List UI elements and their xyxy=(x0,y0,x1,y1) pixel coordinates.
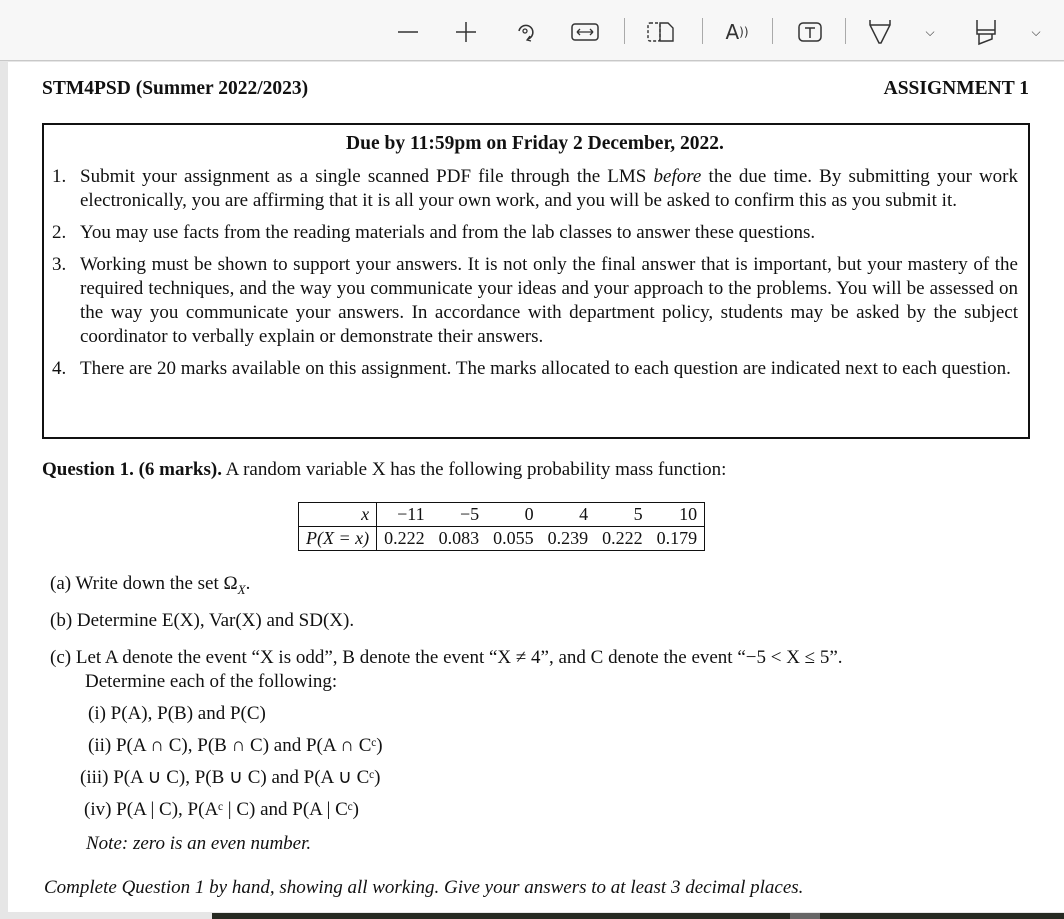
assignment-title: ASSIGNMENT 1 xyxy=(883,78,1029,99)
read-aloud-icon[interactable]: A )) xyxy=(725,20,749,44)
x-value: −11 xyxy=(377,503,432,527)
item-number: 1. xyxy=(52,166,67,187)
divider xyxy=(702,18,703,44)
x-value: −5 xyxy=(432,503,487,527)
taskbar-strip xyxy=(212,913,1064,919)
course-title: STM4PSD (Summer 2022/2023) xyxy=(42,78,309,99)
emphasis: before xyxy=(653,166,702,187)
p-value: 0.179 xyxy=(650,527,705,551)
divider xyxy=(845,18,846,44)
part-b: (b) Determine E(X), Var(X) and SD(X). xyxy=(50,610,355,631)
part-c: (c) Let A denote the event “X is odd”, B denote the event “X ≠ 4”, and C denote the event “−5 < X ≤ 5”. xyxy=(50,647,843,668)
text: (a) Write down the set Ω xyxy=(50,573,238,594)
part-c-i: (i) P(A), P(B) and P(C) xyxy=(88,703,266,724)
x-header: x xyxy=(299,503,377,527)
rotate-icon[interactable] xyxy=(512,18,538,46)
divider xyxy=(772,18,773,44)
x-value: 5 xyxy=(595,503,650,527)
pdf-toolbar xyxy=(0,0,1064,61)
instruction-item xyxy=(52,357,1018,381)
instruction-item xyxy=(52,165,1018,213)
footer-instruction: Complete Question 1 by hand, showing all working. Give your answers to at least 3 decimal places. xyxy=(44,877,804,898)
instruction-item xyxy=(52,221,1018,245)
item-number: 4. xyxy=(52,358,67,379)
pmf-table xyxy=(298,502,705,551)
instructions-box xyxy=(42,123,1030,439)
highlight-icon[interactable] xyxy=(972,18,1000,46)
x-value: 10 xyxy=(650,503,705,527)
item-number: 2. xyxy=(52,222,67,243)
subscript: X xyxy=(237,581,246,597)
table-row xyxy=(299,503,705,527)
pdf-page xyxy=(8,62,1064,912)
zoom-in-button[interactable] xyxy=(454,18,478,46)
item-number: 3. xyxy=(52,254,67,275)
p-value: 0.222 xyxy=(595,527,650,551)
instruction-item xyxy=(52,253,1018,349)
x-value: 0 xyxy=(486,503,541,527)
zoom-out-button[interactable] xyxy=(396,18,420,46)
item-text: There are 20 marks available on this assignment. The marks allocated to each question are indicated next to each question. xyxy=(80,358,1011,379)
question-text: A random variable X has the following probability mass function: xyxy=(221,459,727,480)
p-header: P(X = x) xyxy=(299,527,377,551)
fit-width-icon[interactable] xyxy=(570,18,600,46)
text: Submit your assignment as a single scanned PDF file through the LMS xyxy=(80,166,654,187)
draw-icon[interactable] xyxy=(866,18,894,46)
part-c-ii: (ii) P(A ∩ C), P(B ∩ C) and P(A ∩ Cᶜ) xyxy=(88,735,383,756)
p-value: 0.083 xyxy=(432,527,487,551)
question-label: Question 1. (6 marks). xyxy=(42,459,222,480)
text: the due time. By submitting your work electronically, you are affirming that it is all your own work, and you will be asked to confirm this as you submit it. xyxy=(80,166,1018,211)
question-heading xyxy=(42,459,726,481)
x-value: 4 xyxy=(541,503,596,527)
p-value: 0.239 xyxy=(541,527,596,551)
page-view-icon[interactable] xyxy=(646,18,676,46)
text-icon[interactable] xyxy=(795,18,825,46)
p-value: 0.222 xyxy=(377,527,432,551)
due-date: Due by 11:59pm on Friday 2 December, 2022. xyxy=(346,133,724,154)
part-a: (a) Write down the set $\Omega_X$. xyxy=(50,573,251,597)
note: Note: zero is an even number. xyxy=(86,833,312,854)
table-row xyxy=(299,527,705,551)
highlight-options-chevron-icon[interactable]: ⌵ xyxy=(1031,24,1041,39)
p-value: 0.055 xyxy=(486,527,541,551)
item-text xyxy=(80,165,1018,213)
part-c-iii: (iii) P(A ∪ C), P(B ∪ C) and P(A ∪ Cᶜ) xyxy=(80,767,381,788)
scroll-thumb[interactable] xyxy=(790,913,820,919)
item-text: You may use facts from the reading materials and from the lab classes to answer these questions. xyxy=(80,222,816,243)
item-text: Working must be shown to support your answers. It is not only the final answer that is important, but your mastery of the required techniques, and the way you communicate your ideas and your approach to the problems. You will be assessed on the way you communicate your answers. In accordance with department policy, students may be asked by the subject coordinator to verbally explain or demonstrate their answers. xyxy=(80,254,1018,347)
part-c-iv: (iv) P(A | C), P(Aᶜ | C) and P(A | Cᶜ) xyxy=(84,799,359,820)
divider xyxy=(624,18,625,44)
draw-options-chevron-icon[interactable]: ⌵ xyxy=(925,24,935,39)
part-c-instruction: Determine each of the following: xyxy=(85,671,338,692)
